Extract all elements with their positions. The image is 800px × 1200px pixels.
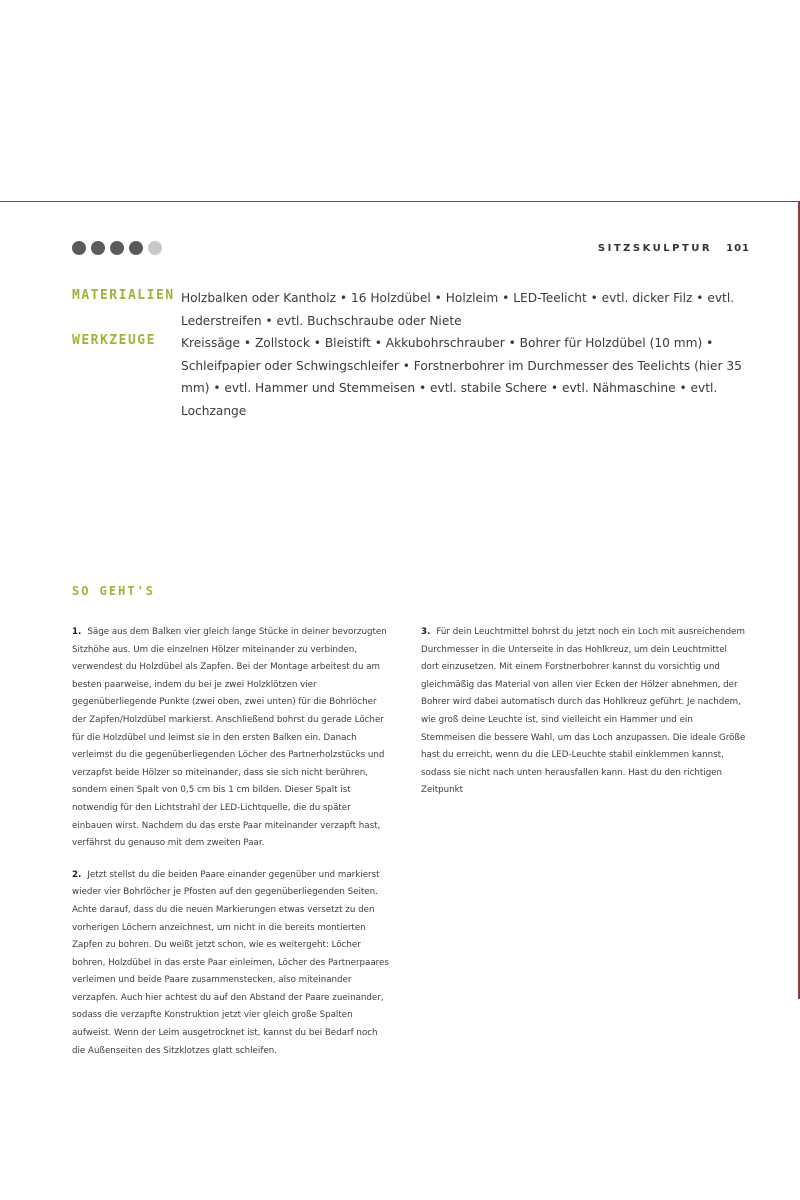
werkzeuge-label: WERKZEUGE	[72, 333, 156, 348]
step-text: Für dein Leuchtmittel bohrst du jetzt noch ein Loch mit ausreichendem Durchmesser in die Unterseite in das Hohlkreuz, um dein Leuchtmittel dort einzusetzen. Mit einem Forstnerbohrer kannst du vorsichtig und gleichmäßig das Material von allen vier Ecken der Hölzer abnehmen, der Bohrer wird dabei automatisch durch das Hohlkreuz geführt. Je nachdem, wie groß deine Leuchte ist, sind vielleicht ein Hammer und ein Stemmeisen die bessere Wahl, um das Loch anzupassen. Die ideale Größe hast du erreicht, wenn du die LED-Leuchte stabil einklemmen kannst, sodass sie nicht nach unten herausfallen kann. Hast du den richtigen Zeitpunkt	[421, 627, 746, 796]
running-title: SITZSKULPTUR	[597, 243, 713, 254]
step-number: 1.	[72, 627, 82, 637]
step-1	[72, 624, 392, 853]
step-text: Säge aus dem Balken vier gleich lange Stücke in deiner bevorzugten Sitzhöhe aus. Um die einzelnen Hölzer miteinander zu verbinden, verwendest du Holzdübel als Zapfen. Bei der Montage arbeitest du am besten paarweise, indem du bei je zwei Holzklötzen vier gegenüberliegende Punkte (zwei oben, zwei unten) für die Bohrlöcher der Zapfen/Holzdübel markierst. Anschließend bohrst du gerade Löcher für die Holzdübel und leimst sie in den ersten Balken ein. Danach verleimst du die gegenüberliegenden Löcher des Partnerholzstücks und verzapfst beide Hölzer so miteinander, dass sie sich nicht berühren, sondern einen Spalt von 0,5 cm bis 1 cm bilden. Dieser Spalt ist notwendig für den Lichtstrahl der LED-Lichtquelle, die du später einbauen wirst. Nachdem du das erste Paar miteinander verzapft hast, verfährst du genauso mit dem zweiten Paar.	[72, 627, 387, 849]
step-text: Jetzt stellst du die beiden Paare einander gegenüber und markierst wieder vier Bohrlöcher je Pfosten auf den gegenüberliegenden Seiten. Achte darauf, dass du die neuen Markierungen etwas versetzt zu den vorherigen Löchern anzeichnest, um nicht in die bereits montierten Zapfen zu bohren. Du weißt jetzt schon, wie es weitergeht: Löcher bohren, Holzdübel in das erste Paar einleimen, Löcher des Partnerpaares verleimen und beide Paare zusammenstecken, also miteinander verzapfen. Auch hier achtest du auf den Abstand der Paare zueinander, sodass die verzapfte Konstruktion jetzt vier gleich große Spalten aufweist. Wenn der Leim ausgetrocknet ist, kannst du bei Bedarf noch die Außenseiten des Sitzklotzes glatt schleifen.	[72, 869, 389, 1056]
progress-dot-filled	[72, 241, 86, 255]
materialien-label: MATERIALIEN	[72, 288, 175, 303]
materialien-text: Holzbalken oder Kantholz • 16 Holzdübel • Holzleim • LED-Teelicht • evtl. dicker Filz • evtl. Lederstreifen • evtl. Buchschraube oder Niete	[181, 291, 735, 328]
progress-dot-filled	[110, 241, 124, 255]
werkzeuge-text: Kreissäge • Zollstock • Bleistift • Akkubohrschrauber • Bohrer für Holzdübel (10 mm) • Schleifpapier oder Schwingschleifer • Forstnerbohrer im Durchmesser des Teelichts (hier 35 mm) • evtl. Hammer und Stemmeisen • evtl. stabile Schere • evtl. Nähmaschine • evtl. Lochzange	[181, 336, 742, 418]
page-number: 101	[726, 243, 750, 254]
book-page	[0, 201, 800, 1056]
progress-dot-filled	[91, 241, 105, 255]
running-head	[598, 243, 750, 254]
progress-dot-filled	[129, 241, 143, 255]
text-column-right	[421, 624, 747, 814]
section-title: SO GEHT'S	[72, 584, 156, 598]
text-column-left	[72, 624, 392, 1074]
step-number: 3.	[421, 627, 431, 637]
progress-dots	[72, 241, 162, 255]
progress-dot-empty	[148, 241, 162, 255]
step-3	[421, 624, 747, 800]
step-2	[72, 867, 392, 1061]
step-number: 2.	[72, 869, 82, 880]
